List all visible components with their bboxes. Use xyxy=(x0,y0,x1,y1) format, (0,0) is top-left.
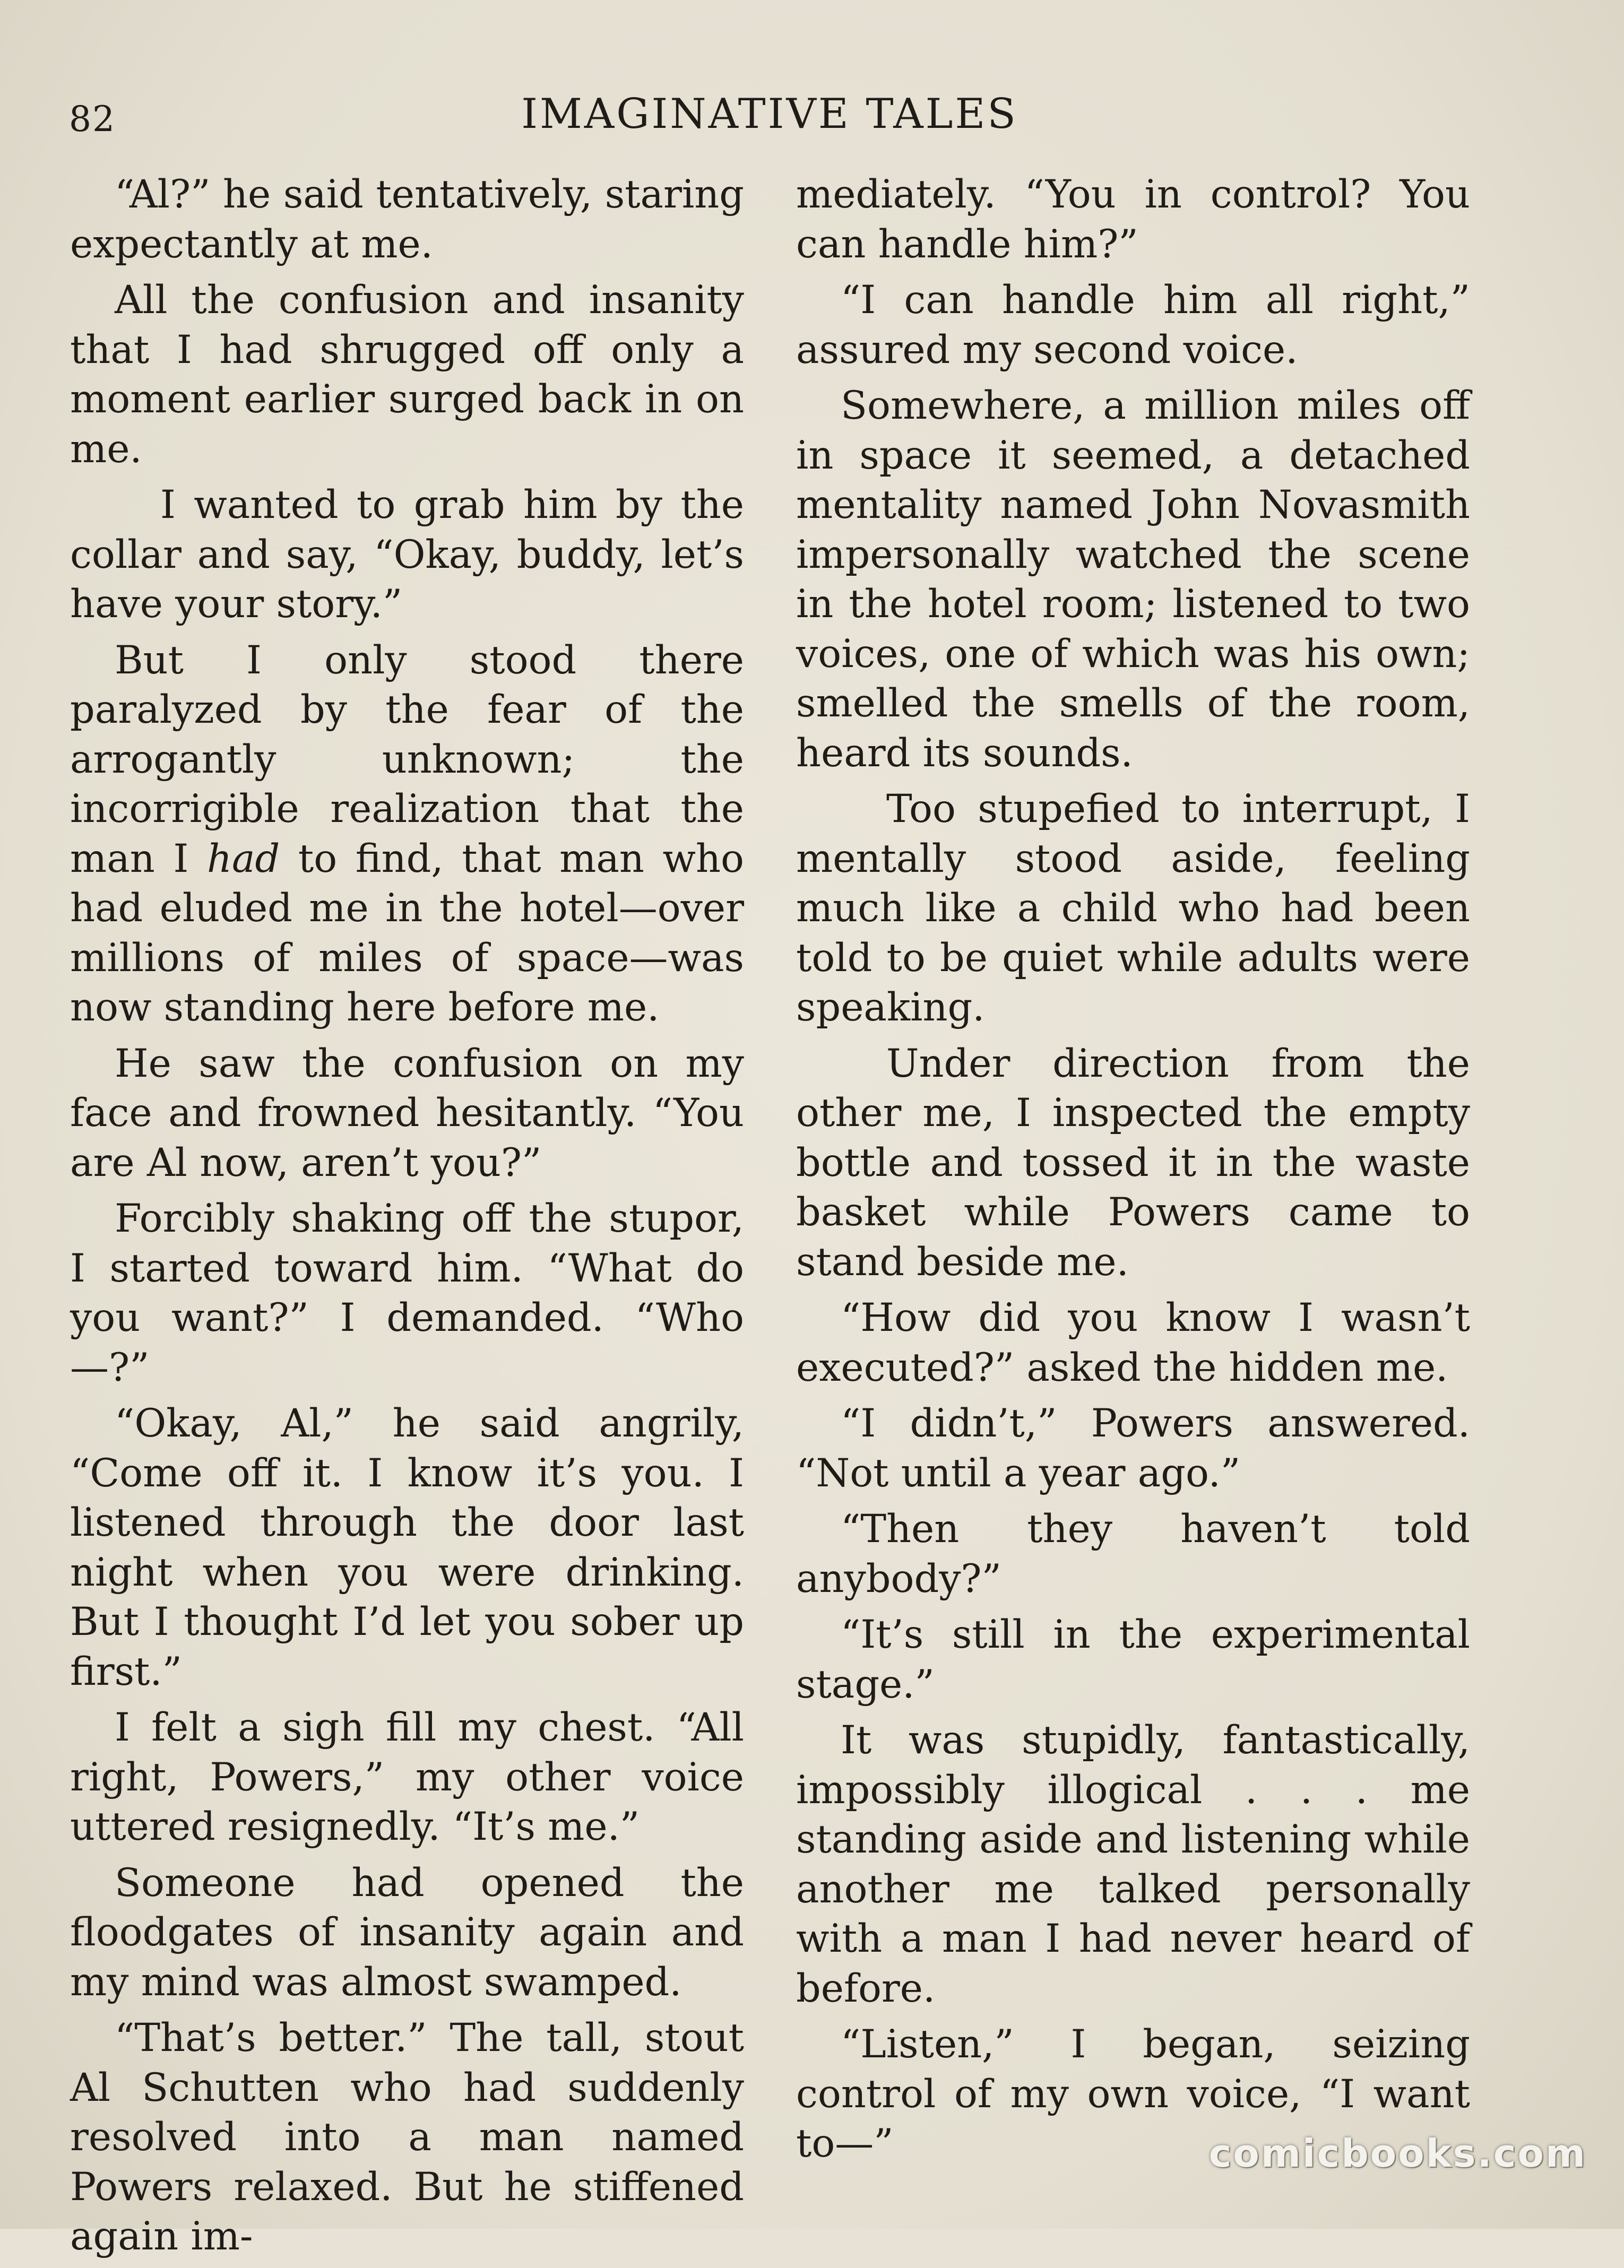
paragraph: All the confusion and insanity that I had shrugged off only a moment earlier surged back in on me. xyxy=(70,278,744,472)
running-title: IMAGINATIVE TALES xyxy=(521,90,1018,138)
paragraph: He saw the confusion on my face and frowned hesitantly. “You are Al now, aren’t you?” xyxy=(70,1041,744,1185)
paragraph: “Al?” he said tentatively, staring expectantly at me. xyxy=(70,172,744,267)
paragraph: “Listen,” I began, seizing control of my own voice, “I want to—” xyxy=(796,2022,1470,2166)
paragraph: “Then they haven’t told anybody?” xyxy=(796,1507,1470,1602)
paragraph: Somewhere, a million miles off in space it seemed, a detached mentality named John Novasmith impersonally watched the scene in the hotel room; listened to two voices, one of which was his own; smelled the smells of the room, heard its sounds. xyxy=(796,383,1470,776)
paragraph: “That’s better.” The tall, stout Al Schutten who had suddenly resolved into a man named Powers relaxed. But he stiffened again im- xyxy=(70,2015,744,2259)
paragraph-text: But I only stood there paralyzed by the fear of the arrogantly unknown; the incorrigible realization that the man I xyxy=(70,637,744,881)
watermark: comicbooks.com xyxy=(1208,2131,1587,2176)
left-column xyxy=(70,170,744,2268)
paragraph: Under direction from the other me, I inspected the empty bottle and tossed it in the waste basket while Powers came to stand beside me. xyxy=(796,1041,1470,1285)
paragraph: “I didn’t,” Powers answered. “Not until a year ago.” xyxy=(796,1401,1470,1496)
paragraph: “I can handle him all right,” assured my second voice. xyxy=(796,278,1470,373)
paragraph-text: to find, that man who had eluded me in the hotel—over millions of miles of space—was now standing here before me. xyxy=(70,836,744,1030)
paragraph: mediately. “You in control? You can handle him?” xyxy=(796,172,1470,267)
paragraph: “It’s still in the experimental stage.” xyxy=(796,1612,1470,1707)
right-column xyxy=(796,170,1470,2175)
paragraph: It was stupidly, fantastically, impossibly illogical . . . me standing aside and listening while another me talked personally with a man I had never heard of before. xyxy=(796,1718,1470,2011)
paragraph: I felt a sigh fill my chest. “All right, Powers,” my other voice uttered resignedly. “It’s me.” xyxy=(70,1705,744,1849)
paragraph: “How did you know I wasn’t executed?” asked the hidden me. xyxy=(796,1295,1470,1390)
emphasized-word: had xyxy=(206,836,280,881)
paragraph: Too stupefied to interrupt, I mentally stood aside, feeling much like a child who had been told to be quiet while adults were speaking. xyxy=(796,786,1470,1030)
paragraph: Forcibly shaking off the stupor, I started toward him. “What do you want?” I demanded. “Who—?” xyxy=(70,1196,744,1390)
paragraph: Someone had opened the floodgates of insanity again and my mind was almost swamped. xyxy=(70,1860,744,2005)
page-number: 82 xyxy=(69,99,116,140)
page-header xyxy=(69,90,1470,149)
paragraph xyxy=(70,636,744,1033)
paragraph: I wanted to grab him by the collar and say, “Okay, buddy, let’s have your story.” xyxy=(70,482,744,627)
paragraph: “Okay, Al,” he said angrily, “Come off it. I know it’s you. I listened through the door last night when you were drinking. But I thought I’d let you sober up first.” xyxy=(70,1401,744,1694)
